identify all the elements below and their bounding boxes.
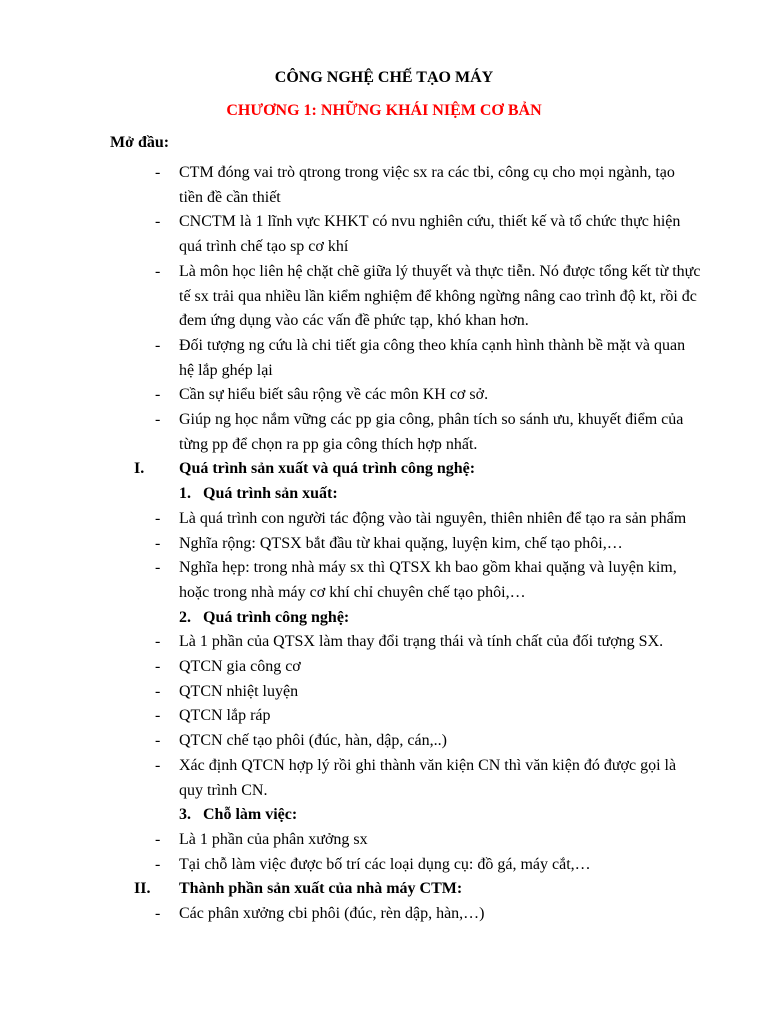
subsection-1-bullet-list bbox=[0, 507, 768, 606]
list-item-text: QTCN chế tạo phôi (đúc, hàn, dập, cán,..) bbox=[179, 732, 447, 750]
list-item bbox=[0, 507, 768, 532]
list-item-text: CNCTM là 1 lĩnh vực KHKT có nvu nghiên cứu, thiết kế và tổ chức thực hiện quá trình chế tạo sp cơ khí bbox=[179, 213, 681, 256]
list-item bbox=[0, 260, 768, 334]
bullet-dash: - bbox=[155, 336, 161, 354]
section-number: I. bbox=[134, 460, 145, 478]
bullet-dash: - bbox=[155, 707, 161, 725]
list-item-text: QTCN gia công cơ bbox=[179, 658, 301, 676]
bullet-dash: - bbox=[155, 732, 161, 750]
bullet-dash: - bbox=[155, 830, 161, 848]
list-item bbox=[0, 729, 768, 754]
bullet-dash: - bbox=[155, 756, 161, 774]
bullet-dash: - bbox=[155, 658, 161, 676]
document-title: CÔNG NGHỆ CHẾ TẠO MÁY bbox=[274, 69, 494, 86]
section-heading-1 bbox=[0, 457, 768, 482]
section-title: Thành phần sản xuất của nhà máy CTM: bbox=[179, 880, 463, 898]
bullet-dash: - bbox=[155, 633, 161, 651]
list-item bbox=[0, 828, 768, 853]
list-item-text: QTCN lắp ráp bbox=[179, 707, 271, 725]
bullet-dash: - bbox=[155, 534, 161, 552]
list-item bbox=[0, 210, 768, 259]
bullet-dash: - bbox=[155, 559, 161, 577]
list-item bbox=[0, 532, 768, 557]
subsection-3-bullet-list bbox=[0, 828, 768, 877]
subsection-number: 2. bbox=[179, 608, 191, 626]
list-item-text: Nghĩa hẹp: trong nhà máy sx thì QTSX kh bao gồm khai quặng và luyện kim, hoặc trong nhà máy cơ khí chỉ chuyên chế tạo phôi,… bbox=[179, 559, 677, 601]
section-number: II. bbox=[134, 880, 151, 898]
list-item bbox=[0, 680, 768, 705]
list-item-text: Là 1 phần của phân xưởng sx bbox=[179, 830, 368, 848]
intro-bullet-list bbox=[0, 161, 768, 457]
section-2-bullet-list bbox=[0, 902, 768, 927]
subsection-2-bullet-list bbox=[0, 630, 768, 803]
list-item bbox=[0, 630, 768, 655]
list-item-text: CTM đóng vai trò qtrong trong việc sx ra các tbi, công cụ cho mọi ngành, tạo tiền đề cần thiết bbox=[179, 164, 675, 206]
subsection-title: Quá trình công nghệ: bbox=[203, 608, 350, 626]
chapter-heading: CHƯƠNG 1: NHỮNG KHÁI NIỆM CƠ BẢN bbox=[226, 102, 542, 119]
intro-heading: Mở đầu: bbox=[110, 134, 170, 151]
list-item bbox=[0, 655, 768, 680]
list-item-text: Các phân xưởng cbi phôi (đúc, rèn dập, hàn,…) bbox=[179, 905, 485, 923]
bullet-dash: - bbox=[155, 682, 161, 700]
subsection-number: 3. bbox=[179, 806, 191, 824]
subsection-title: Quá trình sản xuất: bbox=[203, 485, 338, 503]
list-item bbox=[0, 902, 768, 927]
subsection-number: 1. bbox=[179, 485, 191, 503]
list-item-text: Xác định QTCN hợp lý rồi ghi thành văn kiện CN thì văn kiện đó được gọi là quy trình CN. bbox=[179, 756, 677, 799]
list-item-text: QTCN nhiệt luyện bbox=[179, 682, 299, 700]
list-item bbox=[0, 408, 768, 457]
list-item-text: Cần sự hiểu biết sâu rộng về các môn KH cơ sở. bbox=[179, 386, 489, 404]
list-item-text: Là quá trình con người tác động vào tài nguyên, thiên nhiên để tạo ra sản phẩm bbox=[179, 509, 687, 527]
bullet-dash: - bbox=[155, 164, 161, 181]
document-body bbox=[0, 161, 768, 927]
list-item bbox=[0, 334, 768, 383]
subsection-heading-3 bbox=[0, 803, 768, 828]
list-item bbox=[0, 556, 768, 605]
list-item bbox=[0, 161, 768, 210]
list-item-text: Tại chỗ làm việc được bố trí các loại dụng cụ: đồ gá, máy cắt,… bbox=[179, 855, 591, 873]
section-heading-2 bbox=[0, 877, 768, 902]
bullet-dash: - bbox=[155, 855, 161, 873]
list-item bbox=[0, 704, 768, 729]
subsection-heading-2 bbox=[0, 606, 768, 631]
subsection-heading-1 bbox=[0, 482, 768, 507]
list-item-text: Giúp ng học nắm vững các pp gia công, phân tích so sánh ưu, khuyết điểm của từng pp để chọn ra pp gia công thích hợp nhất. bbox=[179, 411, 684, 453]
bullet-dash: - bbox=[155, 905, 161, 923]
bullet-dash: - bbox=[155, 386, 161, 404]
list-item-text: Là môn học liên hệ chặt chẽ giữa lý thuyết và thực tiễn. Nó được tổng kết từ thực tế sx trải qua nhiều lần kiểm nghiệm để không ngừng nâng cao trình độ kt, rồi đc đem ứng dụng vào các vấn đề phức tạp, khó khan hơn. bbox=[179, 262, 701, 330]
subsection-title: Chỗ làm việc: bbox=[203, 806, 298, 824]
list-item bbox=[0, 853, 768, 878]
bullet-dash: - bbox=[155, 509, 161, 527]
section-title: Quá trình sản xuất và quá trình công nghệ: bbox=[179, 460, 476, 478]
list-item bbox=[0, 383, 768, 408]
bullet-dash: - bbox=[155, 213, 161, 231]
list-item bbox=[0, 754, 768, 803]
list-item-text: Đối tượng ng cứu là chi tiết gia công theo khía cạnh hình thành bề mặt và quan hệ lắp ghép lại bbox=[179, 336, 686, 379]
bullet-dash: - bbox=[155, 262, 161, 280]
bullet-dash: - bbox=[155, 411, 161, 429]
list-item-text: Là 1 phần của QTSX làm thay đổi trạng thái và tính chất của đối tượng SX. bbox=[179, 633, 664, 651]
list-item-text: Nghĩa rộng: QTSX bắt đầu từ khai quặng, luyện kim, chế tạo phôi,… bbox=[179, 534, 623, 552]
